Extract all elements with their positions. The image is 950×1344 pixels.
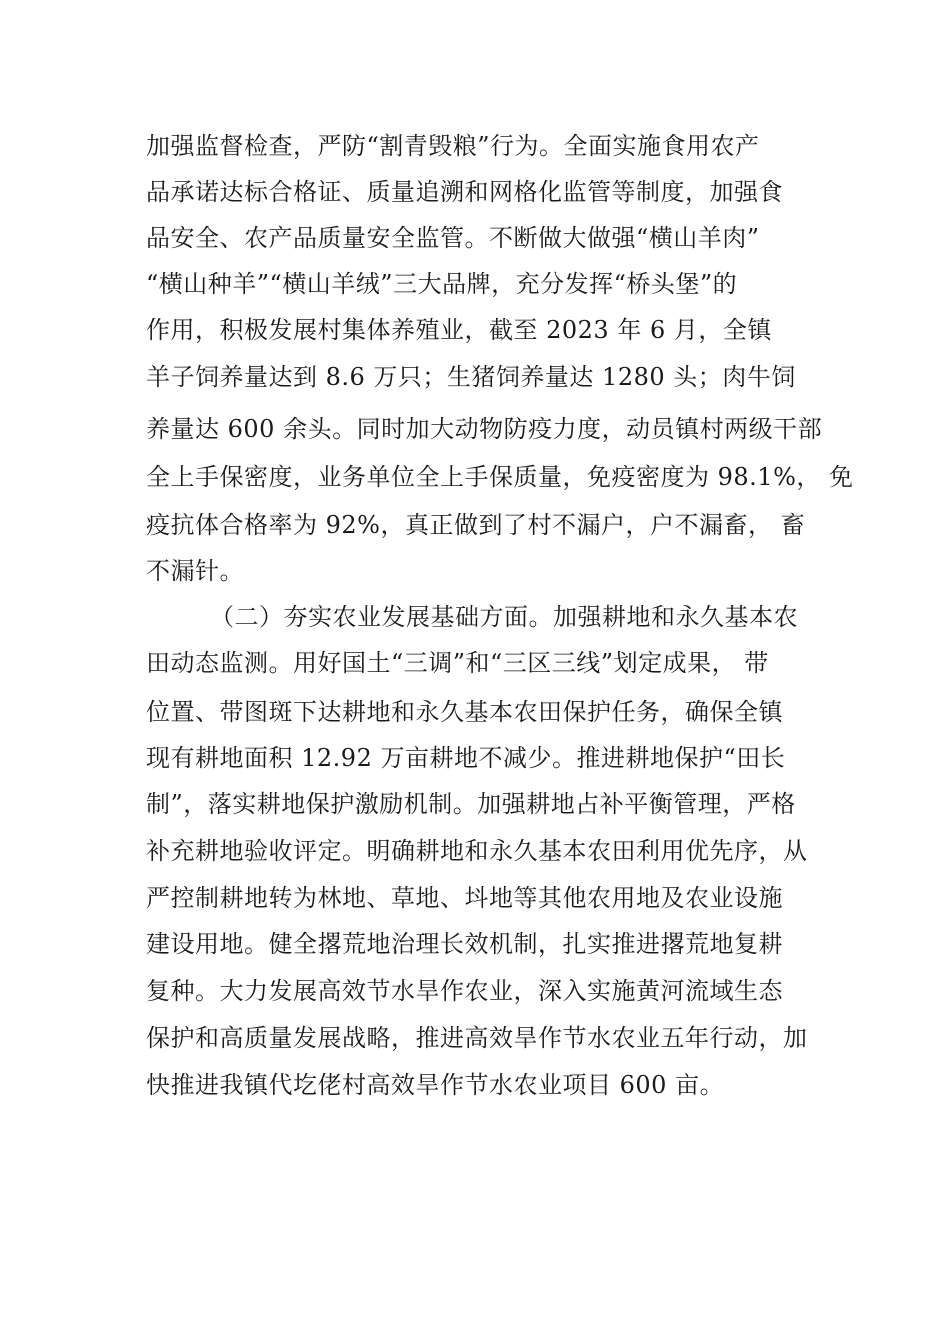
text-line: 养量达 600 余头。同时加大动物防疫力度，动员镇村两级干部 xyxy=(146,415,823,443)
text-line: “横山种羊”“横山羊绒”三大品牌，充分发挥“桥头堡”的 xyxy=(146,270,738,298)
text-line: 建设用地。健全撂荒地治理长效机制，扎实推进撂荒地复耕 xyxy=(146,930,783,958)
text-line: 品承诺达标合格证、质量追溯和网格化监管等制度，加强食 xyxy=(146,178,783,206)
text-line: 作用，积极发展村集体养殖业，截至 2023 年 6 月，全镇 xyxy=(146,316,772,344)
text-line: 快推进我镇代圪佬村高效旱作节水农业项目 600 亩。 xyxy=(146,1071,725,1099)
text-line: 位置、带图斑下达耕地和永久基本农田保护任务，确保全镇 xyxy=(146,698,783,726)
text-line: 补充耕地验收评定。明确耕地和永久基本农田利用优先序，从 xyxy=(146,837,808,865)
text-line: 现有耕地面积 12.92 万亩耕地不减少。推进耕地保护“田长 xyxy=(146,744,786,772)
text-line: （二）夯实农业发展基础方面。加强耕地和永久基本农 xyxy=(210,603,798,631)
text-line: 保护和高质量发展战略，推进高效旱作节水农业五年行动，加 xyxy=(146,1024,808,1052)
text-line: 品安全、农产品质量安全监管。不断做大做强“横山羊肉” xyxy=(146,224,760,252)
text-line: 不漏针。 xyxy=(146,557,244,585)
text-line: 疫抗体合格率为 92%，真正做到了村不漏户，户不漏畜， 畜 xyxy=(146,511,806,539)
text-line: 加强监督检查，严防“割青毁粮”行为。全面实施食用农产 xyxy=(146,132,760,160)
text-line: 复种。大力发展高效节水旱作农业，深入实施黄河流域生态 xyxy=(146,977,783,1005)
text-line: 田动态监测。用好国土“三调”和“三区三线”划定成果， 带 xyxy=(146,649,769,677)
text-line: 制”，落实耕地保护激励机制。加强耕地占补平衡管理，严格 xyxy=(146,790,796,818)
text-line: 全上手保密度，业务单位全上手保质量，免疫密度为 98.1%， 免 xyxy=(146,463,854,491)
text-line: 严控制耕地转为林地、草地、㘰地等其他农用地及农业设施 xyxy=(146,884,783,912)
text-line: 羊子饲养量达到 8.6 万只；生猪饲养量达 1280 头；肉牛饲 xyxy=(146,363,796,391)
